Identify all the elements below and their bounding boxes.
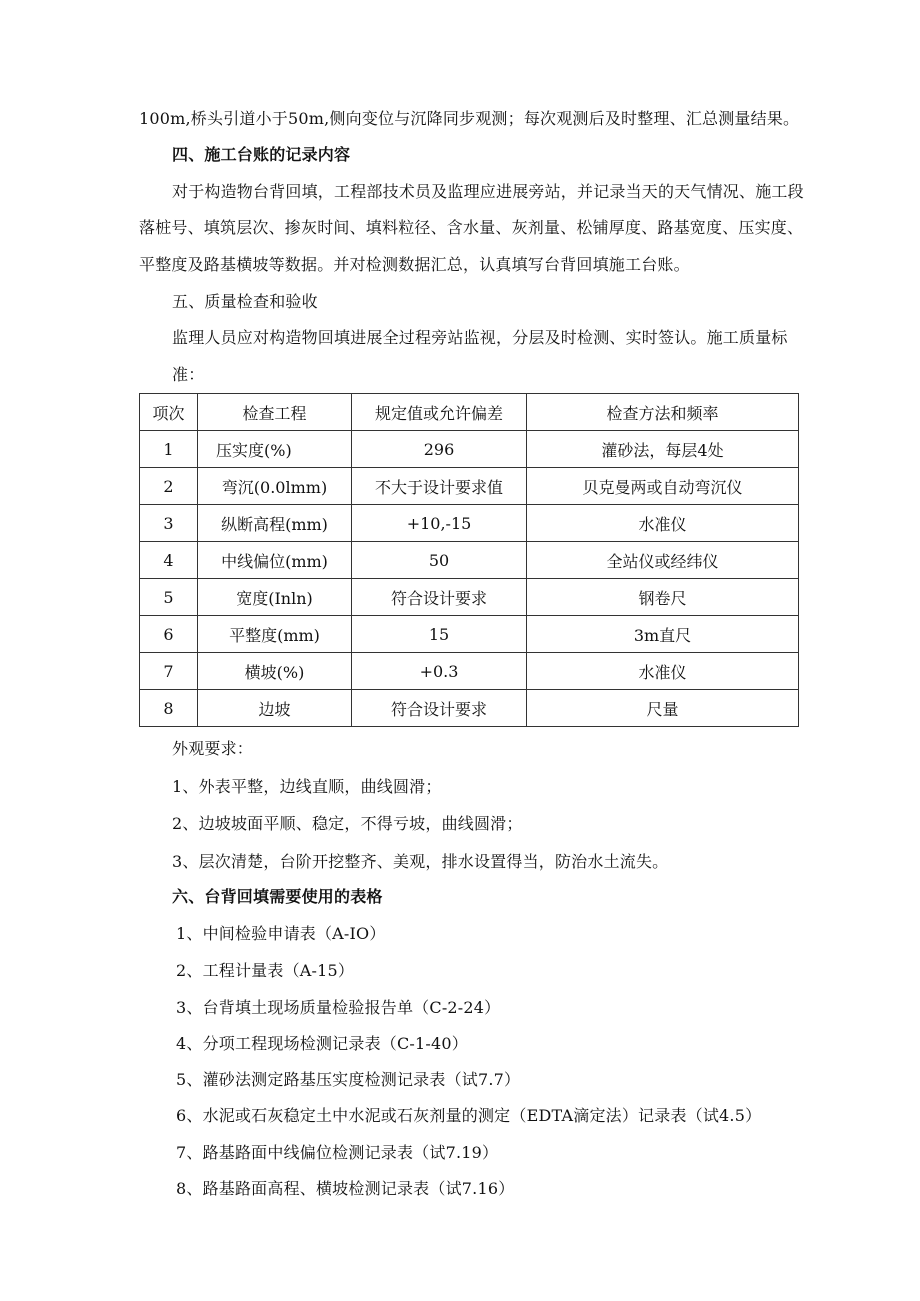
section-5-line-1: 监理人员应对构造物回填进展全过程旁站监视，分层及时检测、实时签认。施工质量标 bbox=[172, 328, 788, 347]
table-cell: 符合设计要求 bbox=[352, 690, 527, 727]
table-cell: 尺量 bbox=[527, 690, 799, 727]
table-cell: 横坡(%) bbox=[198, 653, 352, 690]
table-row bbox=[140, 542, 799, 579]
table-cell: 中线偏位(mm) bbox=[198, 542, 352, 579]
table-cell: 弯沉(0.0lmm) bbox=[198, 468, 352, 505]
section-heading-5: 五、质量检查和验收 bbox=[172, 292, 318, 311]
table-cell: 压实度(%) bbox=[198, 431, 352, 468]
table-cell: 灌砂法，每层4处 bbox=[527, 431, 799, 468]
table-cell: 2 bbox=[140, 468, 198, 505]
form-list-item: 1、中间检验申请表（A-IO） bbox=[176, 924, 386, 943]
form-list-item: 8、路基路面高程、横坡检测记录表（试7.16） bbox=[176, 1179, 515, 1198]
table-cell: 3m直尺 bbox=[527, 616, 799, 653]
table-row bbox=[140, 653, 799, 690]
form-list-item: 4、分项工程现场检测记录表（C-1-40） bbox=[176, 1034, 468, 1053]
table-cell: 钢卷尺 bbox=[527, 579, 799, 616]
table-cell: 纵断高程(mm) bbox=[198, 505, 352, 542]
form-list-item: 7、路基路面中线偏位检测记录表（试7.19） bbox=[176, 1143, 499, 1162]
table-cell: 15 bbox=[352, 616, 527, 653]
paragraph-top: 100m,桥头引道小于50m,侧向变位与沉降同步观测；每次观测后及时整理、汇总测量结果。 bbox=[139, 109, 800, 128]
section-heading-4: 四、施工台账的记录内容 bbox=[172, 145, 351, 164]
table-row bbox=[140, 579, 799, 616]
table-cell: 水准仪 bbox=[527, 653, 799, 690]
table-cell: 3 bbox=[140, 505, 198, 542]
table-cell: 5 bbox=[140, 579, 198, 616]
table-cell: 边坡 bbox=[198, 690, 352, 727]
table-cell: 4 bbox=[140, 542, 198, 579]
table-cell: 1 bbox=[140, 431, 198, 468]
section-5-line-2: 准： bbox=[172, 365, 205, 384]
appearance-item: 3、层次清楚，台阶开挖整齐、美观，排水设置得当，防治水土流失。 bbox=[172, 852, 669, 871]
table-cell: +0.3 bbox=[352, 653, 527, 690]
section-4-line-2: 落桩号、填筑层次、掺灰时间、填料粒径、含水量、灰剂量、松铺厚度、路基宽度、压实度、 bbox=[139, 218, 804, 237]
table-cell: 6 bbox=[140, 616, 198, 653]
appearance-title: 外观要求： bbox=[172, 739, 254, 758]
header-cell: 检查工程 bbox=[198, 394, 352, 431]
table-cell: 符合设计要求 bbox=[352, 579, 527, 616]
table-cell: 50 bbox=[352, 542, 527, 579]
quality-standard-table bbox=[139, 393, 799, 727]
table-cell: 7 bbox=[140, 653, 198, 690]
table-cell: +10,-15 bbox=[352, 505, 527, 542]
appearance-item: 2、边坡坡面平顺、稳定，不得亏坡，曲线圆滑； bbox=[172, 814, 523, 833]
table-row bbox=[140, 431, 799, 468]
form-list-item: 2、工程计量表（A-15） bbox=[176, 961, 355, 980]
table-cell: 296 bbox=[352, 431, 527, 468]
header-cell: 项次 bbox=[140, 394, 198, 431]
form-list-item: 5、灌砂法测定路基压实度检测记录表（试7.7） bbox=[176, 1070, 521, 1089]
table-cell: 宽度(Inln) bbox=[198, 579, 352, 616]
section-heading-6: 六、台背回填需要使用的表格 bbox=[172, 887, 383, 906]
table-cell: 平整度(mm) bbox=[198, 616, 352, 653]
table-cell: 8 bbox=[140, 690, 198, 727]
table-row bbox=[140, 690, 799, 727]
table-cell: 贝克曼两或自动弯沉仪 bbox=[527, 468, 799, 505]
table-cell: 全站仪或经纬仪 bbox=[527, 542, 799, 579]
section-4-line-3: 平整度及路基横坡等数据。并对检测数据汇总，认真填写台背回填施工台账。 bbox=[139, 255, 690, 274]
form-list-item: 3、台背填土现场质量检验报告单（C-2-24） bbox=[176, 998, 501, 1017]
table-row bbox=[140, 468, 799, 505]
header-cell: 规定值或允许偏差 bbox=[352, 394, 527, 431]
section-4-line-1: 对于构造物台背回填，工程部技术员及监理应进展旁站，并记录当天的天气情况、施工段 bbox=[172, 182, 804, 201]
table-header-row bbox=[140, 394, 799, 431]
table-row bbox=[140, 616, 799, 653]
header-cell: 检查方法和频率 bbox=[527, 394, 799, 431]
form-list-item: 6、水泥或石灰稳定土中水泥或石灰剂量的测定（EDTA滴定法）记录表（试4.5） bbox=[176, 1106, 762, 1125]
table-cell: 水准仪 bbox=[527, 505, 799, 542]
appearance-item: 1、外表平整，边线直顺，曲线圆滑； bbox=[172, 777, 442, 796]
table-row bbox=[140, 505, 799, 542]
table-cell: 不大于设计要求值 bbox=[352, 468, 527, 505]
